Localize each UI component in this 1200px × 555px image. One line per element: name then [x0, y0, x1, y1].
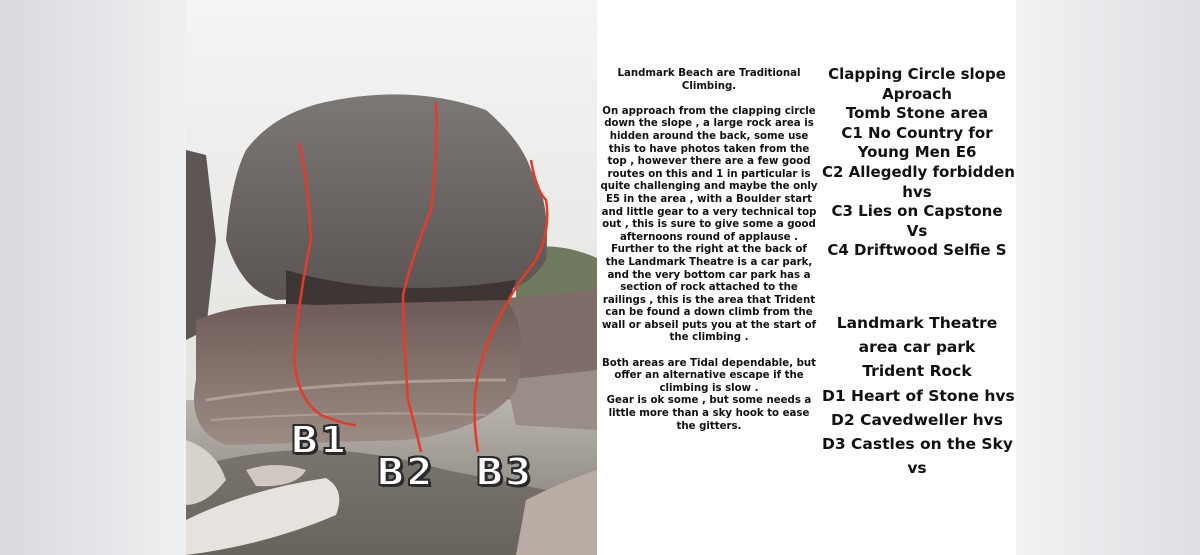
route-description: [600, 68, 818, 446]
area-c-line: Aproach: [882, 84, 952, 103]
route-label-b3: B3: [475, 450, 533, 494]
area-d-line: D1 Heart of Stone hvs: [822, 386, 1015, 405]
area-d-line: D3 Castles on the Sky: [822, 435, 1013, 454]
area-c-route-list: [822, 65, 1015, 261]
description-paragraph: Both areas are Tidal dependable, but offer an alternative escape if the climbing is slow .: [601, 357, 817, 394]
area-c-line: hvs: [902, 182, 932, 201]
area-d-line: Landmark Theatre: [836, 314, 998, 332]
area-d-line: Trident Rock: [862, 362, 972, 381]
description-paragraph: On approach from the clapping circle down the slope , a large rock area is hidden around the back, some use this to have photos taken from the top , however there are a few good routes on this and 1 in particular is quite challenging and maybe the only E5 in the area , with a Boulder start and little gear to a very technical top out , this is sure to give some a good afternoons round of applause . Further to the right at the back of the Landmark Theatre is a car park, and the very bottom car park has a section of rock attached to the railings , this is the area that Trident can be found a down climb from the wall or abseil puts you at the start of the climbing .: [600, 105, 818, 344]
area-c-line: Clapping Circle slope: [828, 65, 1006, 83]
area-d-line: D2 Cavedweller hvs: [831, 410, 1003, 429]
left-margin: [0, 0, 186, 555]
area-c-line: C1 No Country for: [841, 123, 993, 142]
area-d-line: vs: [907, 459, 927, 478]
area-c-line: Young Men E6: [857, 143, 977, 162]
boulder-photo: [186, 0, 597, 555]
description-paragraph: Gear is ok some , but some needs a little more than a sky hook to ease the gitters.: [606, 395, 812, 432]
area-d-line: area car park: [858, 338, 976, 357]
area-d-route-list: [822, 311, 1015, 480]
route-label-b2: B2: [376, 450, 434, 494]
area-c-line: C3 Lies on Capstone: [831, 202, 1003, 221]
area-c-line: C4 Driftwood Selfie S: [827, 241, 1007, 260]
area-c-line: Tomb Stone area: [845, 104, 989, 123]
description-title: Landmark Beach are Traditional Climbing.: [617, 68, 801, 92]
area-c-line: C2 Allegedly forbidden: [822, 162, 1015, 181]
route-label-b1: B1: [290, 418, 348, 462]
right-margin: [1016, 0, 1200, 555]
area-c-line: Vs: [906, 221, 928, 240]
